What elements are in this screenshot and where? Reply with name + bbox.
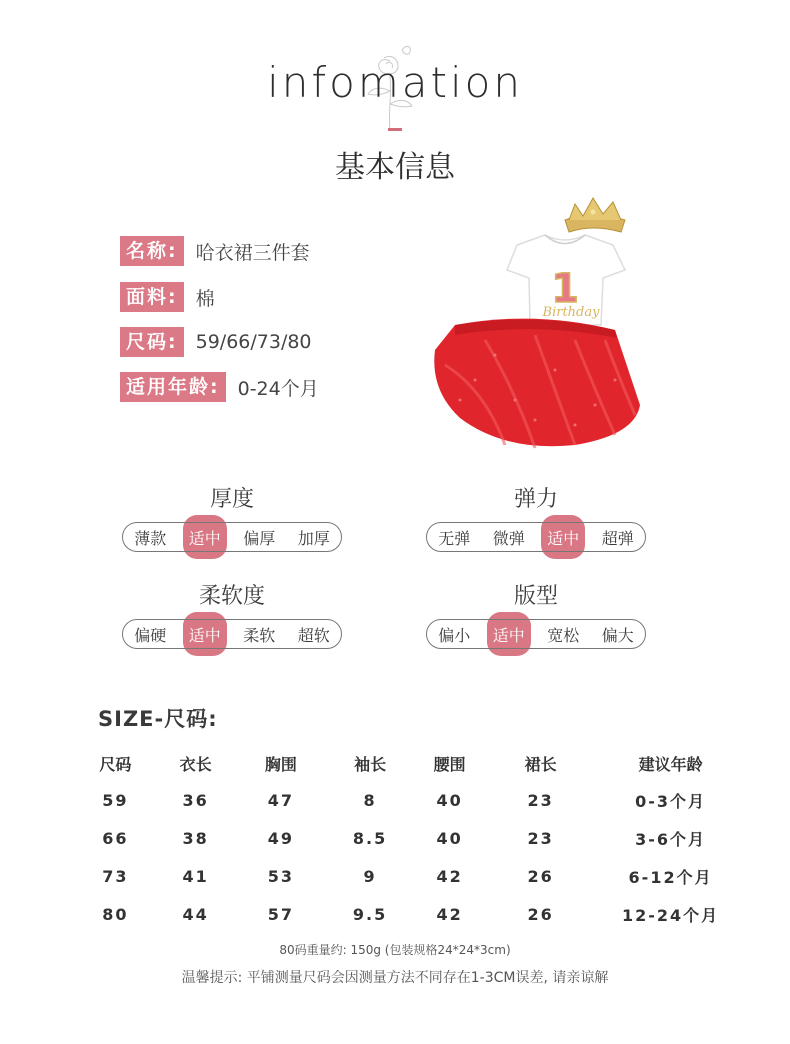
- scale-option-selected: 适中: [178, 526, 233, 549]
- table-cell: 26: [527, 904, 554, 924]
- tutu-skirt-icon: [434, 319, 640, 448]
- table-cell: 23: [527, 828, 554, 848]
- column-header: 腰围: [433, 754, 466, 774]
- table-cell: 42: [436, 866, 463, 886]
- scale-option: 加厚: [297, 528, 330, 548]
- table-cell: 12-24个月: [621, 905, 720, 925]
- scale-title-thickness: 厚度: [209, 487, 254, 512]
- table-cell: 42: [436, 904, 463, 924]
- table-cell: 59: [102, 790, 129, 810]
- scale-option: 偏硬: [134, 625, 167, 645]
- table-cell: 38: [182, 828, 209, 848]
- product-image: [425, 190, 655, 460]
- scale-title-fit: 版型: [513, 584, 558, 609]
- column-header: 建议年龄: [638, 754, 703, 774]
- weight-note: 80码重量约: 150g (包装规格24*24*3cm): [279, 943, 511, 957]
- table-row: [80, 781, 740, 819]
- info-value: 59/66/73/80: [195, 331, 312, 353]
- info-key: 适用年龄:: [120, 372, 226, 402]
- table-cell: 36: [182, 790, 209, 810]
- table-cell: 3-6个月: [635, 829, 707, 849]
- scale-option: 偏大: [601, 625, 634, 645]
- table-cell: 9: [363, 866, 377, 886]
- scale-option: 薄款: [134, 528, 167, 548]
- column-header: 尺码: [99, 754, 132, 774]
- table-cell: 0-3个月: [635, 791, 707, 811]
- scale-fit: [426, 619, 646, 649]
- info-value: 0-24个月: [237, 377, 319, 400]
- measurement-tip: 温馨提示: 平铺测量尺码会因测量方法不同存在1-3CM误差, 请亲谅解: [181, 970, 609, 986]
- info-key: 尺码:: [120, 327, 184, 357]
- heading-en: infomation: [267, 58, 523, 107]
- table-cell: 8: [363, 790, 377, 810]
- table-cell: 9.5: [352, 904, 388, 924]
- info-row-fabric: [120, 282, 215, 312]
- scale-option: 柔软: [243, 625, 276, 645]
- scale-softness: [122, 619, 342, 649]
- size-section-title: SIZE-尺码:: [98, 707, 218, 731]
- table-row: [80, 819, 740, 857]
- table-cell: 8.5: [352, 828, 388, 848]
- table-cell: 26: [527, 866, 554, 886]
- scale-option-selected: 适中: [178, 623, 233, 646]
- table-cell: 40: [436, 790, 463, 810]
- info-row-age: [120, 372, 319, 402]
- table-row: [80, 895, 740, 933]
- scale-option: 偏小: [438, 625, 471, 645]
- scale-option-selected: 适中: [536, 526, 591, 549]
- table-cell: 49: [267, 828, 295, 848]
- table-cell: 44: [182, 904, 209, 924]
- column-header: 裙长: [524, 754, 557, 774]
- info-value: 哈衣裙三件套: [195, 241, 310, 264]
- info-row-size: [120, 327, 312, 357]
- info-value: 棉: [195, 287, 215, 310]
- column-header: 胸围: [264, 754, 297, 774]
- onesie-icon: [507, 235, 625, 325]
- column-header: 袖长: [354, 754, 387, 774]
- scale-option: 偏厚: [243, 528, 276, 548]
- column-header: 衣长: [179, 754, 212, 774]
- crown-icon: [565, 198, 625, 232]
- size-table: [80, 745, 740, 933]
- scale-title-elasticity: 弹力: [513, 487, 558, 512]
- scale-option: 微弹: [492, 528, 525, 548]
- table-cell: 57: [267, 904, 295, 924]
- scale-option: 超软: [297, 625, 330, 645]
- onesie-text: Birthday: [542, 305, 600, 320]
- table-cell: 66: [102, 828, 129, 848]
- info-key: 面料:: [120, 282, 184, 312]
- onesie-number: 1: [551, 266, 579, 312]
- info-row-name: [120, 236, 310, 266]
- table-cell: 40: [436, 828, 463, 848]
- table-cell: 80: [102, 904, 129, 924]
- heading-divider: [388, 128, 402, 131]
- scale-option: 超弹: [601, 528, 634, 548]
- info-key: 名称:: [120, 236, 184, 266]
- table-row: [80, 857, 740, 895]
- table-cell: 73: [102, 866, 129, 886]
- scale-title-softness: 柔软度: [198, 584, 265, 609]
- scale-option-selected: 适中: [482, 623, 537, 646]
- scale-thickness: [122, 522, 342, 552]
- scale-elasticity: [426, 522, 646, 552]
- table-cell: 53: [267, 866, 295, 886]
- heading-cn: 基本信息: [335, 150, 455, 185]
- scale-option: 宽松: [547, 625, 580, 645]
- size-table-header: [80, 745, 740, 781]
- table-cell: 41: [182, 866, 209, 886]
- table-cell: 47: [267, 790, 295, 810]
- table-cell: 23: [527, 790, 554, 810]
- table-cell: 6-12个月: [628, 867, 713, 887]
- scale-option: 无弹: [438, 528, 471, 548]
